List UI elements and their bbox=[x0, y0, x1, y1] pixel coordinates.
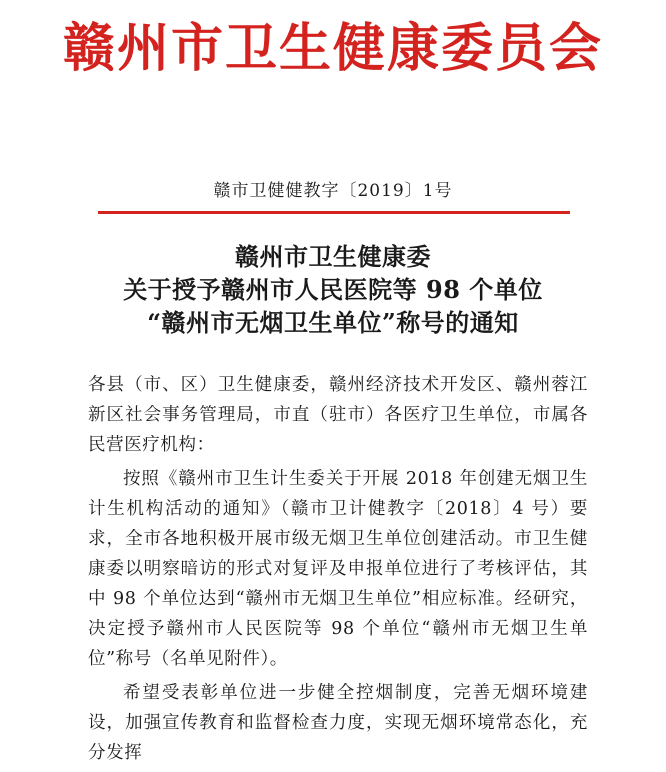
document-title bbox=[0, 240, 666, 339]
addressee-paragraph: 各县（市、区）卫生健康委，赣州经济技术开发区、赣州蓉江新区社会事务管理局，市直（驻市）各医疗卫生单位，市属各民营医疗机构： bbox=[88, 375, 588, 455]
body-paragraph-2: 希望受表彰单位进一步健全控烟制度，完善无烟环境建设，加强宣传教育和监督检查力度，实现无烟环境常态化，充分发挥 bbox=[88, 683, 588, 763]
body-paragraph-1: 按照《赣州市卫生计生委关于开展 2018 年创建无烟卫生计生机构活动的通知》（赣市卫计健教字〔2018〕4 号）要求，全市各地积极开展市级无烟卫生单位创建活动。市卫生健康委以明察暗访的形式对复评及申报单位进行了考核评估，其中 98 个单位达到“赣州市无烟卫生单位”相应标准。经研究，决定授予赣州市人民医院等 98 个单位“赣州市无烟卫生单位”称号（名单见附件）。 bbox=[88, 469, 588, 669]
red-divider-rule bbox=[98, 211, 570, 214]
document-body bbox=[88, 370, 588, 772]
title-line-3: “赣州市无烟卫生单位”称号的通知 bbox=[147, 308, 519, 337]
title-line-1: 赣州市卫生健康委 bbox=[235, 242, 431, 271]
title-line-2: 关于授予赣州市人民医院等 98 个单位 bbox=[123, 275, 543, 304]
document-number: 赣市卫健健教字〔2019〕1号 bbox=[213, 181, 453, 201]
organization-header: 赣州市卫生健康委员会 bbox=[62, 18, 603, 79]
